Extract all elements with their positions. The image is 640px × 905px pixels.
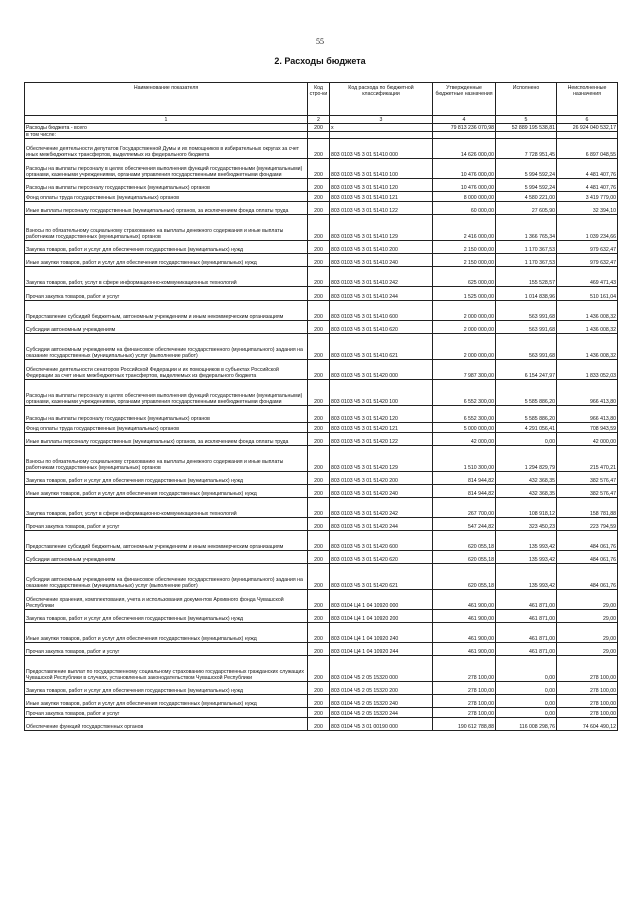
row-unexecuted: 29,00: [557, 590, 618, 610]
row-executed: 0,00: [496, 682, 557, 695]
table-row: [25, 433, 618, 446]
row-classification: 803 0103 Ч5 3 01 51420 620: [330, 551, 433, 564]
row-line-code: 200: [308, 610, 330, 623]
row-approved: 1 525 000,00: [433, 287, 496, 301]
row-executed: 27 605,90: [496, 202, 557, 215]
table-row: [25, 531, 618, 551]
row-line-code: 200: [308, 360, 330, 380]
column-number: 5: [496, 116, 557, 124]
row-unexecuted: 966 413,80: [557, 406, 618, 423]
column-number: 3: [330, 116, 433, 124]
row-executed: 432 368,35: [496, 485, 557, 498]
row-unexecuted: 382 576,47: [557, 472, 618, 485]
row-executed: 461 871,00: [496, 590, 557, 610]
row-line-code: 200: [308, 139, 330, 159]
row-executed: 1 170 367,53: [496, 254, 557, 267]
row-unexecuted: 278 100,00: [557, 695, 618, 708]
row-approved: 60 000,00: [433, 202, 496, 215]
row-unexecuted: 32 394,10: [557, 202, 618, 215]
row-line-code: 200: [308, 406, 330, 423]
row-classification: 803 0103 Ч5 3 01 51420 100: [330, 380, 433, 406]
table-row: [25, 472, 618, 485]
row-classification: 803 0103 Ч5 3 01 51420 121: [330, 423, 433, 433]
row-name: Предоставление субсидий бюджетным, автономным учреждениям и иным некоммерческим организациям: [25, 531, 308, 551]
row-unexecuted: 1 039 234,66: [557, 215, 618, 241]
row-approved: 814 944,82: [433, 472, 496, 485]
row-approved: 278 100,00: [433, 682, 496, 695]
section-title: 2. Расходы бюджета: [274, 56, 366, 66]
row-approved: 2 150 000,00: [433, 241, 496, 254]
column-number: 1: [25, 116, 308, 124]
row-name: Расходы на выплаты персоналу в целях обеспечения выполнения функций государственными (муниципальными) органами, казенными учреждениями, органами управления государственными внебюджетными фондами: [25, 159, 308, 179]
row-executed: 563 991,68: [496, 334, 557, 360]
row-name: Расходы на выплаты персоналу государственных (муниципальных) органов: [25, 406, 308, 423]
table-row: [25, 267, 618, 287]
row-classification: 803 0103 Ч5 3 01 51420 621: [330, 564, 433, 590]
row-line-code: 200: [308, 267, 330, 287]
row-line-code: 200: [308, 446, 330, 472]
row-name: Прочая закупка товаров, работ и услуг: [25, 708, 308, 718]
header-approved: Утвержденные бюджетные назначения: [433, 83, 496, 116]
column-number: 4: [433, 116, 496, 124]
row-approved: 267 700,00: [433, 498, 496, 518]
row-name: в том числе:: [25, 132, 308, 139]
page-number: 55: [316, 37, 324, 46]
row-approved: 620 055,18: [433, 551, 496, 564]
row-approved: 461 900,00: [433, 623, 496, 643]
row-classification: [330, 132, 433, 139]
table-row: [25, 241, 618, 254]
row-classification: 803 0103 Ч5 3 01 51420 122: [330, 433, 433, 446]
row-unexecuted: 484 061,76: [557, 564, 618, 590]
row-unexecuted: 223 794,59: [557, 518, 618, 531]
row-executed: 1 294 829,79: [496, 446, 557, 472]
row-classification: 803 0104 Ц4 1 04 10920 000: [330, 590, 433, 610]
row-classification: 803 0103 Ч5 3 01 51420 244: [330, 518, 433, 531]
row-classification: 803 0103 Ч5 3 01 51410 620: [330, 321, 433, 334]
row-name: Субсидии автономным учреждениям на финансовое обеспечение государственного (муниципального) задания на оказание государственных (муниципальных) услуг (выполнение работ): [25, 564, 308, 590]
row-classification: 803 0103 Ч5 3 01 51410 200: [330, 241, 433, 254]
row-executed: 5 585 886,20: [496, 380, 557, 406]
row-name: Закупка товаров, работ и услуг для обеспечения государственных (муниципальных) нужд: [25, 472, 308, 485]
row-unexecuted: 42 000,00: [557, 433, 618, 446]
row-approved: 814 944,82: [433, 485, 496, 498]
table-row: [25, 360, 618, 380]
row-line-code: 200: [308, 124, 330, 132]
row-classification: 803 0104 Ч5 2 05 15320 200: [330, 682, 433, 695]
table-row: [25, 590, 618, 610]
row-name: Иные выплаты персоналу государственных (муниципальных) органов, за исключением фонда оплаты труда: [25, 433, 308, 446]
row-executed: 52 889 195 538,81: [496, 124, 557, 132]
table-row: [25, 656, 618, 682]
row-unexecuted: 74 604 490,12: [557, 718, 618, 731]
row-name: Иные закупки товаров, работ и услуг для обеспечения государственных (муниципальных) нужд: [25, 695, 308, 708]
table-row: [25, 518, 618, 531]
row-name: Иные закупки товаров, работ и услуг для обеспечения государственных (муниципальных) нужд: [25, 623, 308, 643]
row-executed: 5 994 592,24: [496, 159, 557, 179]
table-row: [25, 159, 618, 179]
row-name: Прочая закупка товаров, работ и услуг: [25, 643, 308, 656]
row-name: Обеспечение функций государственных органов: [25, 718, 308, 731]
table-row: [25, 287, 618, 301]
table-row: [25, 423, 618, 433]
row-name: Закупка товаров, работ и услуг для обеспечения государственных (муниципальных) нужд: [25, 241, 308, 254]
row-line-code: 200: [308, 321, 330, 334]
row-executed: 0,00: [496, 433, 557, 446]
table-row: [25, 215, 618, 241]
table-body: [25, 124, 618, 731]
table-row: [25, 334, 618, 360]
row-classification: 803 0104 Ч5 3 01 00190 000: [330, 718, 433, 731]
row-executed: 1 014 838,96: [496, 287, 557, 301]
column-number-row: [25, 116, 618, 124]
row-line-code: 200: [308, 498, 330, 518]
table-row: [25, 682, 618, 695]
row-unexecuted: 215 470,21: [557, 446, 618, 472]
row-approved: 620 055,18: [433, 564, 496, 590]
row-unexecuted: 29,00: [557, 623, 618, 643]
table-row: [25, 124, 618, 132]
row-executed: 155 528,57: [496, 267, 557, 287]
row-approved: 6 552 300,00: [433, 406, 496, 423]
row-approved: 2 000 000,00: [433, 334, 496, 360]
row-unexecuted: [557, 132, 618, 139]
row-approved: 547 244,82: [433, 518, 496, 531]
table-row: [25, 643, 618, 656]
row-unexecuted: 966 413,80: [557, 380, 618, 406]
row-classification: 803 0103 Ч5 3 01 51410 242: [330, 267, 433, 287]
table-row: [25, 498, 618, 518]
row-line-code: 200: [308, 518, 330, 531]
row-name: Обеспечение деятельности депутатов Государственной Думы и их помощников в избирательных округах за счет иных межбюджетных трансфертов, выделяемых из федерального бюджета: [25, 139, 308, 159]
table-row: [25, 564, 618, 590]
row-classification: 803 0103 Ч5 3 01 51410 100: [330, 159, 433, 179]
row-line-code: 200: [308, 380, 330, 406]
row-line-code: 200: [308, 623, 330, 643]
row-executed: 0,00: [496, 708, 557, 718]
table-row: [25, 202, 618, 215]
row-classification: 803 0103 Ч5 3 01 51410 600: [330, 301, 433, 321]
row-line-code: 200: [308, 287, 330, 301]
row-approved: 8 000 000,00: [433, 192, 496, 202]
row-unexecuted: 708 943,59: [557, 423, 618, 433]
row-executed: 5 585 886,20: [496, 406, 557, 423]
row-unexecuted: 29,00: [557, 610, 618, 623]
row-line-code: 200: [308, 643, 330, 656]
row-unexecuted: 6 897 048,55: [557, 139, 618, 159]
row-approved: 79 813 236 070,98: [433, 124, 496, 132]
row-name: Иные закупки товаров, работ и услуг для обеспечения государственных (муниципальных) нужд: [25, 485, 308, 498]
row-unexecuted: 3 419 779,00: [557, 192, 618, 202]
header-classification: Код расхода по бюджетной классификации: [330, 83, 433, 116]
row-name: Взносы по обязательному социальному страхованию на выплаты денежного содержания и иные выплаты работникам государственных (муниципальных) органов: [25, 215, 308, 241]
row-unexecuted: 979 632,47: [557, 241, 618, 254]
row-unexecuted: 26 924 040 532,17: [557, 124, 618, 132]
row-classification: 803 0103 Ч5 3 01 51410 244: [330, 287, 433, 301]
row-line-code: 200: [308, 254, 330, 267]
row-approved: 278 100,00: [433, 656, 496, 682]
row-classification: 803 0104 Ч5 2 05 15320 000: [330, 656, 433, 682]
row-executed: 6 154 247,97: [496, 360, 557, 380]
row-approved: 2 416 000,00: [433, 215, 496, 241]
row-approved: 2 150 000,00: [433, 254, 496, 267]
row-approved: 2 000 000,00: [433, 301, 496, 321]
row-line-code: 200: [308, 564, 330, 590]
row-unexecuted: 1 436 008,32: [557, 334, 618, 360]
row-executed: 323 450,23: [496, 518, 557, 531]
table-row: [25, 301, 618, 321]
row-executed: 563 991,68: [496, 321, 557, 334]
row-unexecuted: 158 781,88: [557, 498, 618, 518]
row-name: Фонд оплаты труда государственных (муниципальных) органов: [25, 423, 308, 433]
row-executed: 0,00: [496, 695, 557, 708]
row-classification: 803 0103 Ч5 3 01 51420 120: [330, 406, 433, 423]
row-approved: 620 055,18: [433, 531, 496, 551]
row-classification: 803 0103 Ч5 3 01 51420 600: [330, 531, 433, 551]
row-executed: 563 991,68: [496, 301, 557, 321]
row-line-code: 200: [308, 695, 330, 708]
table-row: [25, 132, 618, 139]
row-classification: 803 0103 Ч5 3 01 51410 121: [330, 192, 433, 202]
table-row: [25, 254, 618, 267]
row-approved: 6 552 300,00: [433, 380, 496, 406]
row-classification: 803 0103 Ч5 3 01 51410 240: [330, 254, 433, 267]
header-unexecuted: Неисполненные назначения: [557, 83, 618, 116]
row-name: Расходы на выплаты персоналу государственных (муниципальных) органов: [25, 179, 308, 192]
table-row: [25, 695, 618, 708]
row-approved: 278 100,00: [433, 695, 496, 708]
row-line-code: 200: [308, 472, 330, 485]
row-approved: 42 000,00: [433, 433, 496, 446]
row-classification: 803 0103 Ч5 3 01 51410 129: [330, 215, 433, 241]
row-executed: 135 993,42: [496, 564, 557, 590]
row-classification: 803 0103 Ч5 3 01 51420 200: [330, 472, 433, 485]
row-executed: 1 170 367,53: [496, 241, 557, 254]
row-line-code: 200: [308, 551, 330, 564]
row-line-code: 200: [308, 179, 330, 192]
row-executed: 135 993,42: [496, 551, 557, 564]
header-line-code: Код стро-ки: [308, 83, 330, 116]
row-classification: 803 0104 Ч5 2 05 15320 240: [330, 695, 433, 708]
row-unexecuted: 29,00: [557, 643, 618, 656]
row-executed: 5 994 592,24: [496, 179, 557, 192]
row-name: Закупка товаров, работ, услуг в сфере информационно-коммуникационных технологий: [25, 498, 308, 518]
column-number: 2: [308, 116, 330, 124]
row-name: Закупка товаров, работ, услуг в сфере информационно-коммуникационных технологий: [25, 267, 308, 287]
row-unexecuted: 469 471,43: [557, 267, 618, 287]
row-line-code: 200: [308, 718, 330, 731]
table-row: [25, 321, 618, 334]
row-classification: 803 0104 Ц4 1 04 10920 244: [330, 643, 433, 656]
row-classification: 803 0103 Ч5 3 01 51410 000: [330, 139, 433, 159]
row-line-code: 200: [308, 682, 330, 695]
row-unexecuted: 510 161,04: [557, 287, 618, 301]
row-classification: 803 0103 Ч5 3 01 51410 621: [330, 334, 433, 360]
row-unexecuted: 278 100,00: [557, 682, 618, 695]
row-name: Закупка товаров, работ и услуг для обеспечения государственных (муниципальных) нужд: [25, 610, 308, 623]
row-classification: 803 0103 Ч5 3 01 51420 000: [330, 360, 433, 380]
row-unexecuted: 979 632,47: [557, 254, 618, 267]
row-unexecuted: 1 436 008,32: [557, 301, 618, 321]
row-executed: 116 008 298,76: [496, 718, 557, 731]
row-name: Прочая закупка товаров, работ и услуг: [25, 287, 308, 301]
row-name: Фонд оплаты труда государственных (муниципальных) органов: [25, 192, 308, 202]
row-approved: 5 000 000,00: [433, 423, 496, 433]
row-approved: 278 100,00: [433, 708, 496, 718]
row-name: Обеспечение деятельности сенаторов Российской Федерации и их помощников в субъектах Российской Федерации за счет иных межбюджетных трансфертов, выделяемых из федерального бюджета: [25, 360, 308, 380]
row-classification: 803 0103 Ч5 3 01 51420 240: [330, 485, 433, 498]
row-unexecuted: 278 100,00: [557, 708, 618, 718]
row-line-code: 200: [308, 215, 330, 241]
row-executed: 4 580 221,00: [496, 192, 557, 202]
table-row: [25, 179, 618, 192]
row-line-code: 200: [308, 656, 330, 682]
row-approved: [433, 132, 496, 139]
row-approved: 190 612 788,88: [433, 718, 496, 731]
row-name: Субсидии автономным учреждениям на финансовое обеспечение государственного (муниципального) задания на оказание государственных (муниципальных) услуг (выполнение работ): [25, 334, 308, 360]
row-approved: 7 987 300,00: [433, 360, 496, 380]
table-row: [25, 139, 618, 159]
row-line-code: 200: [308, 301, 330, 321]
row-approved: 461 900,00: [433, 643, 496, 656]
table-row: [25, 708, 618, 718]
row-line-code: 200: [308, 192, 330, 202]
row-name: Закупка товаров, работ и услуг для обеспечения государственных (муниципальных) нужд: [25, 682, 308, 695]
row-classification: 803 0103 Ч5 3 01 51420 242: [330, 498, 433, 518]
table-row: [25, 406, 618, 423]
row-unexecuted: 484 061,76: [557, 551, 618, 564]
column-number: 6: [557, 116, 618, 124]
row-classification: 803 0103 Ч5 3 01 51420 129: [330, 446, 433, 472]
row-name: Расходы бюджета - всего: [25, 124, 308, 132]
row-approved: 625 000,00: [433, 267, 496, 287]
row-name: Предоставление выплат по государственному социальному страхованию государственных гражданских служащих Чувашской Республики в случаях, установленных законодательством Чувашской Республики: [25, 656, 308, 682]
row-executed: 432 368,35: [496, 472, 557, 485]
table-row: [25, 192, 618, 202]
row-executed: 108 918,12: [496, 498, 557, 518]
row-executed: 135 993,42: [496, 531, 557, 551]
row-approved: 461 900,00: [433, 590, 496, 610]
row-line-code: 200: [308, 202, 330, 215]
row-executed: 1 366 765,34: [496, 215, 557, 241]
table-row: [25, 446, 618, 472]
header-name: Наименование показателя: [25, 83, 308, 116]
row-executed: 461 871,00: [496, 610, 557, 623]
row-line-code: 200: [308, 423, 330, 433]
row-unexecuted: 484 061,76: [557, 531, 618, 551]
row-classification: 803 0103 Ч5 3 01 51410 120: [330, 179, 433, 192]
row-name: Иные закупки товаров, работ и услуг для обеспечения государственных (муниципальных) нужд: [25, 254, 308, 267]
row-line-code: 200: [308, 708, 330, 718]
row-executed: [496, 132, 557, 139]
row-approved: 2 000 000,00: [433, 321, 496, 334]
row-line-code: 200: [308, 531, 330, 551]
row-approved: 1 510 300,00: [433, 446, 496, 472]
row-approved: 10 476 000,00: [433, 179, 496, 192]
row-unexecuted: 4 481 407,76: [557, 159, 618, 179]
table-row: [25, 485, 618, 498]
row-name: Иные выплаты персоналу государственных (муниципальных) органов, за исключением фонда оплаты труда: [25, 202, 308, 215]
row-line-code: 200: [308, 433, 330, 446]
row-line-code: 200: [308, 485, 330, 498]
row-approved: 10 476 000,00: [433, 159, 496, 179]
row-classification: 803 0104 Ч5 2 05 15320 244: [330, 708, 433, 718]
row-classification: 803 0104 Ц4 1 04 10920 240: [330, 623, 433, 643]
row-line-code: 200: [308, 334, 330, 360]
row-executed: 4 291 056,41: [496, 423, 557, 433]
row-line-code: 200: [308, 159, 330, 179]
row-unexecuted: 382 576,47: [557, 485, 618, 498]
table-row: [25, 551, 618, 564]
row-name: Субсидии автономным учреждениям: [25, 321, 308, 334]
row-unexecuted: 278 100,00: [557, 656, 618, 682]
row-line-code: 200: [308, 241, 330, 254]
row-line-code: 200: [308, 590, 330, 610]
row-unexecuted: 4 481 407,76: [557, 179, 618, 192]
table-row: [25, 610, 618, 623]
table-row: [25, 623, 618, 643]
table-row: [25, 718, 618, 731]
row-executed: 461 871,00: [496, 643, 557, 656]
row-unexecuted: 1 436 008,32: [557, 321, 618, 334]
row-classification: 803 0104 Ц4 1 04 10920 200: [330, 610, 433, 623]
row-name: Взносы по обязательному социальному страхованию на выплаты денежного содержания и иные выплаты работникам государственных (муниципальных) органов: [25, 446, 308, 472]
row-approved: 461 900,00: [433, 610, 496, 623]
row-name: Расходы на выплаты персоналу в целях обеспечения выполнения функций государственными (муниципальными) органами, казенными учреждениями, органами управления государственными внебюджетными фондами: [25, 380, 308, 406]
header-executed: Исполнено: [496, 83, 557, 116]
row-classification: 803 0103 Ч5 3 01 51410 122: [330, 202, 433, 215]
budget-expenses-table: [24, 82, 618, 731]
row-executed: 0,00: [496, 656, 557, 682]
row-approved: 14 626 000,00: [433, 139, 496, 159]
row-unexecuted: 1 833 052,03: [557, 360, 618, 380]
row-line-code: [308, 132, 330, 139]
row-name: Предоставление субсидий бюджетным, автономным учреждениям и иным некоммерческим организациям: [25, 301, 308, 321]
row-name: Субсидии автономным учреждениям: [25, 551, 308, 564]
row-classification: x: [330, 124, 433, 132]
table-header-row: [25, 83, 618, 116]
row-name: Прочая закупка товаров, работ и услуг: [25, 518, 308, 531]
row-executed: 461 871,00: [496, 623, 557, 643]
table-row: [25, 380, 618, 406]
row-executed: 7 728 951,45: [496, 139, 557, 159]
row-name: Обеспечение хранения, комплектования, учета и использования документов Архивного фонда Чувашской Республики: [25, 590, 308, 610]
